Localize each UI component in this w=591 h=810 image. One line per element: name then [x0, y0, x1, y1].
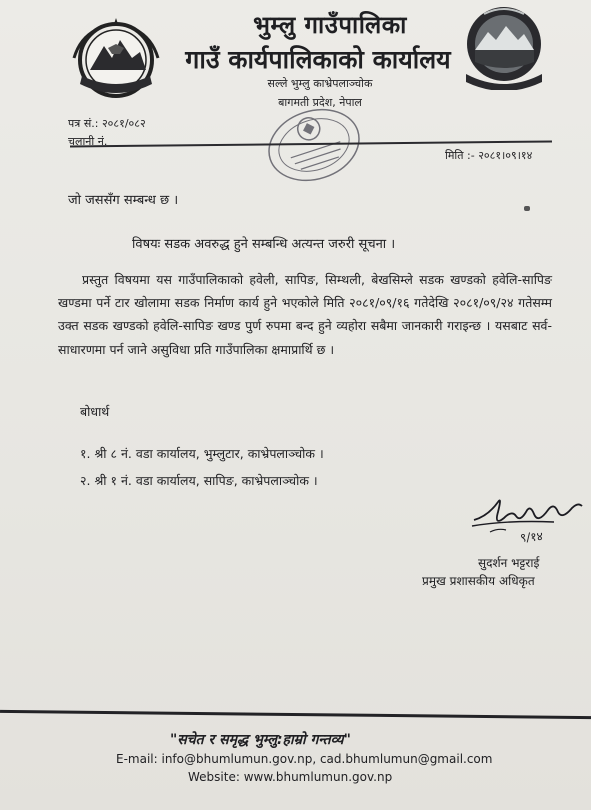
office-address-line2: बागमती प्रदेश, नेपाल [278, 96, 362, 109]
letter-reference-number: पत्र सं.: २०८१/०८२ [68, 117, 146, 130]
office-name-line1: भुम्लु गाउँपालिका [253, 11, 407, 39]
footer-website: Website: www.bhumlumun.gov.np [188, 770, 393, 784]
signatory-name: सुदर्शन भट्टराई [478, 556, 540, 570]
letter-date: मिति :- २०८१।०९।१४ [445, 149, 533, 162]
cc-item: १. श्री ८ नं. वडा कार्यालय, भुम्लुटार, काभ्रेपलाञ्चोक । [80, 446, 324, 461]
cc-heading: बोधार्थ [80, 404, 110, 419]
office-address-line1: सल्ले भुम्लु काभ्रेपलाञ्चोक [267, 77, 373, 90]
signature-date: ९/१४ [519, 529, 544, 545]
footer-divider [0, 710, 591, 719]
letter-body: प्रस्तुत विषयमा यस गाउँपालिकाको हवेली, सापिङ, सिम्थली, बेखसिम्ले सडक खण्डको हवेलि-सापिङ खण्डमा पर्ने टार खोलामा सडक निर्माण कार्य हुने भएकोले मिति २०८१/०९/१६ गतेदेखि २०८१/०९/२४ गतेसम्म उक्त सडक खण्डको हवेलि-सापिङ खण्ड पुर्ण रुपमा बन्द हुने व्यहोरा सबैमा जानकारी गराइन्छ । यसबाट सर्व-साधारणमा पर्न जाने असुविधा प्रति गाउँपालिका क्षमाप्रार्थि छ । [58, 272, 552, 357]
signatory-title: प्रमुख प्रशासकीय अधिकृत [422, 574, 535, 588]
cc-item: २. श्री १ नं. वडा कार्यालय, सापिङ, काभ्रेपलाञ्चोक । [80, 473, 318, 488]
footer-email: E-mail: info@bhumlumun.gov.np, cad.bhumlumun@gmail.com [116, 752, 493, 766]
office-name-line2: गाउँ कार्यपालिकाको कार्यालय [185, 45, 451, 74]
letter-subject: विषयः सडक अवरुद्ध हुने सम्बन्धि अत्यन्त जरुरी सूचना । [132, 237, 396, 252]
nepal-emblem-icon [68, 18, 164, 100]
municipality-logo-icon [458, 4, 550, 90]
footer-motto: "सचेत र समृद्ध भुम्लु:हाम्रो गन्तव्य" [170, 732, 351, 748]
letter-recipient: जो जससँग सम्बन्ध छ । [68, 193, 179, 208]
dispatch-number: चलानी नं. [68, 135, 108, 148]
ink-mark [524, 206, 530, 211]
